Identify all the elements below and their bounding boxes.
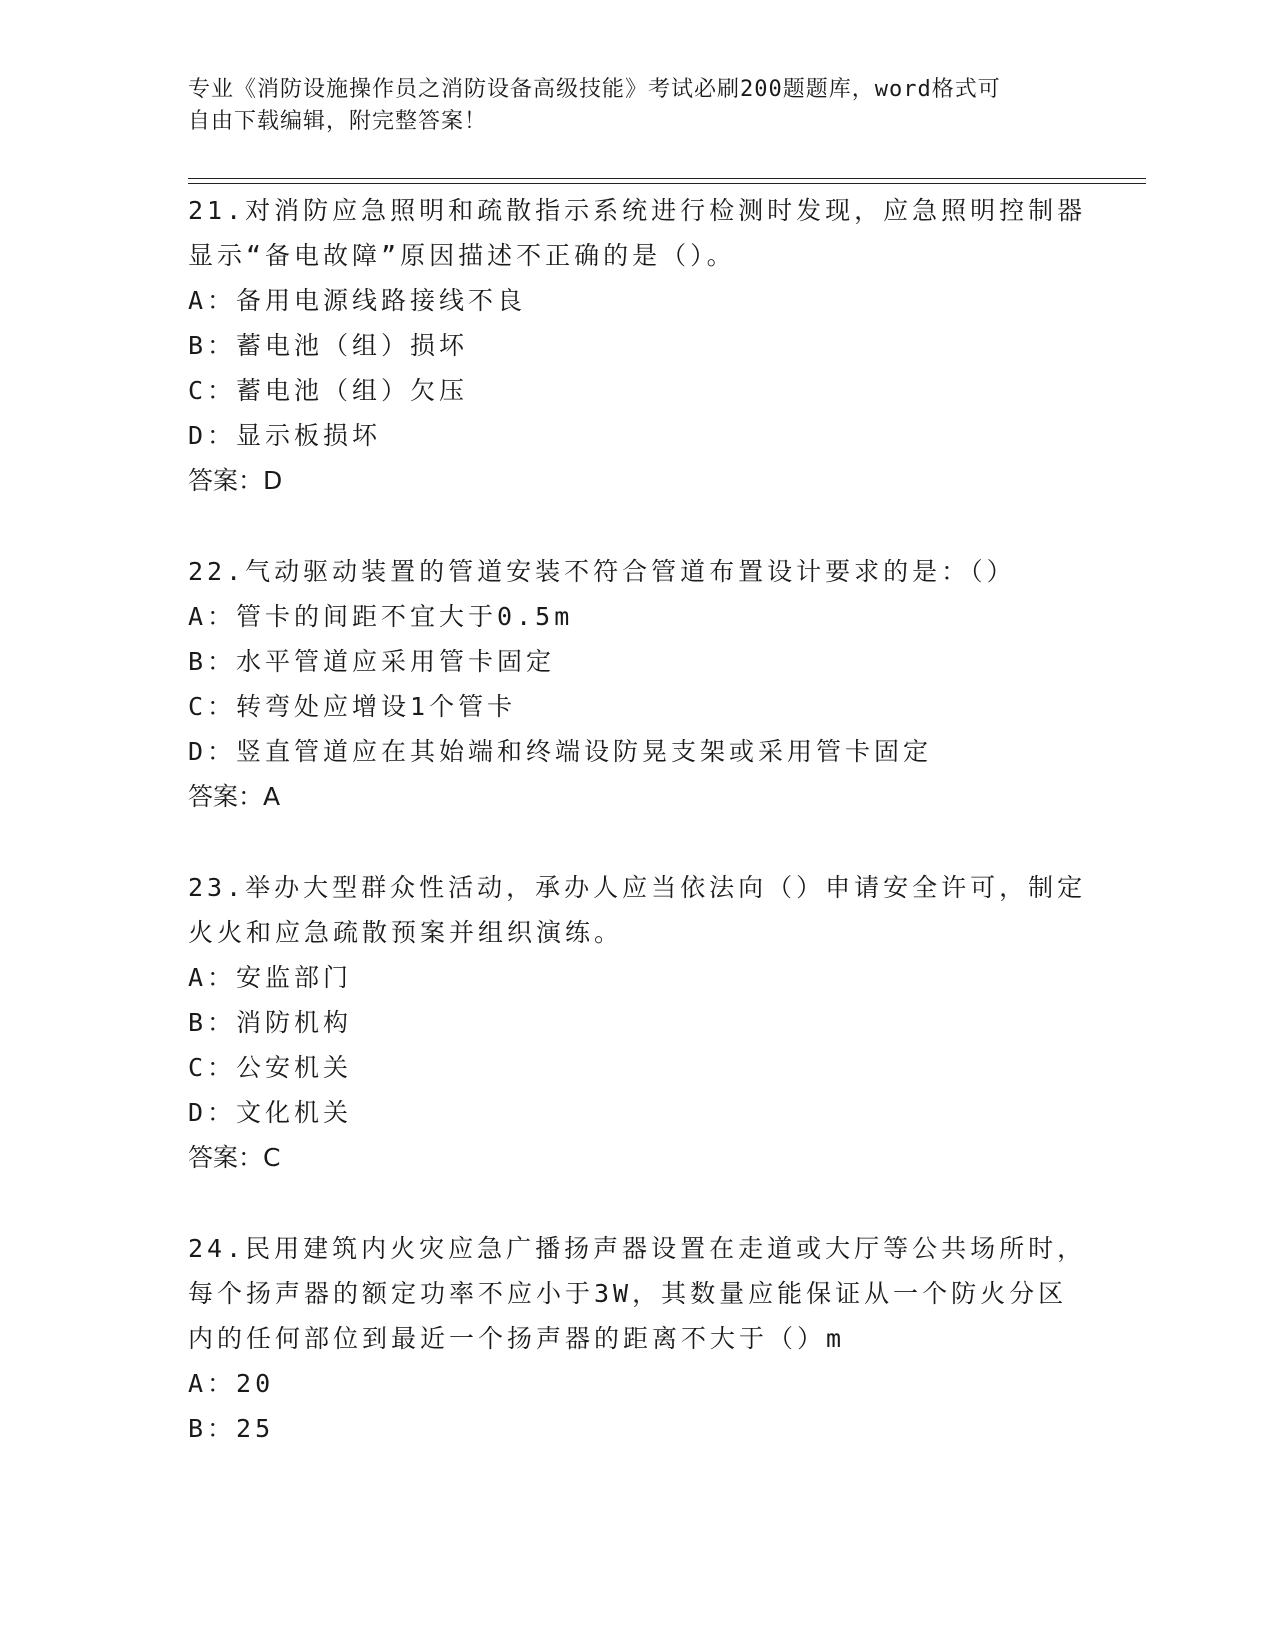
header-divider bbox=[188, 178, 1146, 179]
question-stem-line: 显示“备电故障”原因描述不正确的是（）。 bbox=[188, 241, 736, 270]
option-c: C：转弯处应增设1个管卡 bbox=[188, 692, 517, 721]
option-b: B：水平管道应采用管卡固定 bbox=[188, 647, 556, 676]
header-line-1: 专业《消防设施操作员之消防设备高级技能》考试必刷200题题库，word格式可 bbox=[188, 77, 1001, 102]
header-line-2: 自由下载编辑，附完整答案！ bbox=[188, 109, 488, 134]
question-21 bbox=[188, 188, 1088, 503]
question-stem-line: 内的任何部位到最近一个扬声器的距离不大于（）m bbox=[188, 1324, 846, 1353]
question-stem-line: 23.举办大型群众性活动，承办人应当依法向（）申请安全许可，制定 bbox=[188, 873, 1087, 902]
option-d: D：文化机关 bbox=[188, 1098, 353, 1127]
question-spacer bbox=[188, 819, 1088, 865]
question-23 bbox=[188, 865, 1088, 1180]
option-d: D：竖直管道应在其始端和终端设防晃支架或采用管卡固定 bbox=[188, 737, 933, 766]
question-spacer bbox=[188, 1180, 1088, 1226]
question-list bbox=[188, 188, 1088, 1451]
question-22 bbox=[188, 549, 1088, 819]
answer-line: 答案：A bbox=[188, 782, 281, 811]
answer-line: 答案：D bbox=[188, 466, 283, 495]
option-a: A：备用电源线路接线不良 bbox=[188, 286, 527, 315]
question-stem-line: 21.对消防应急照明和疏散指示系统进行检测时发现，应急照明控制器 bbox=[188, 196, 1087, 225]
question-spacer bbox=[188, 503, 1088, 549]
option-a: A：安监部门 bbox=[188, 963, 353, 992]
question-24 bbox=[188, 1226, 1088, 1451]
option-b: B：消防机构 bbox=[188, 1008, 353, 1037]
question-stem-line: 火火和应急疏散预案并组织演练。 bbox=[188, 918, 624, 947]
question-stem-line: 24.民用建筑内火灾应急广播扬声器设置在走道或大厅等公共场所时， bbox=[188, 1234, 1087, 1263]
option-c: C：公安机关 bbox=[188, 1053, 353, 1082]
option-b: B：蓄电池（组）损坏 bbox=[188, 331, 469, 360]
answer-line: 答案：C bbox=[188, 1143, 281, 1172]
question-stem-line: 22.气动驱动装置的管道安装不符合管道布置设计要求的是：（） bbox=[188, 557, 1016, 586]
option-a: A：20 bbox=[188, 1369, 275, 1398]
option-c: C：蓄电池（组）欠压 bbox=[188, 376, 469, 405]
question-stem-line: 每个扬声器的额定功率不应小于3W，其数量应能保证从一个防火分区 bbox=[188, 1279, 1068, 1308]
option-a: A：管卡的间距不宜大于0.5m bbox=[188, 602, 574, 631]
option-b: B：25 bbox=[188, 1414, 275, 1443]
header-divider-thin bbox=[188, 183, 1146, 184]
document-header bbox=[188, 74, 1088, 138]
option-d: D：显示板损坏 bbox=[188, 421, 382, 450]
